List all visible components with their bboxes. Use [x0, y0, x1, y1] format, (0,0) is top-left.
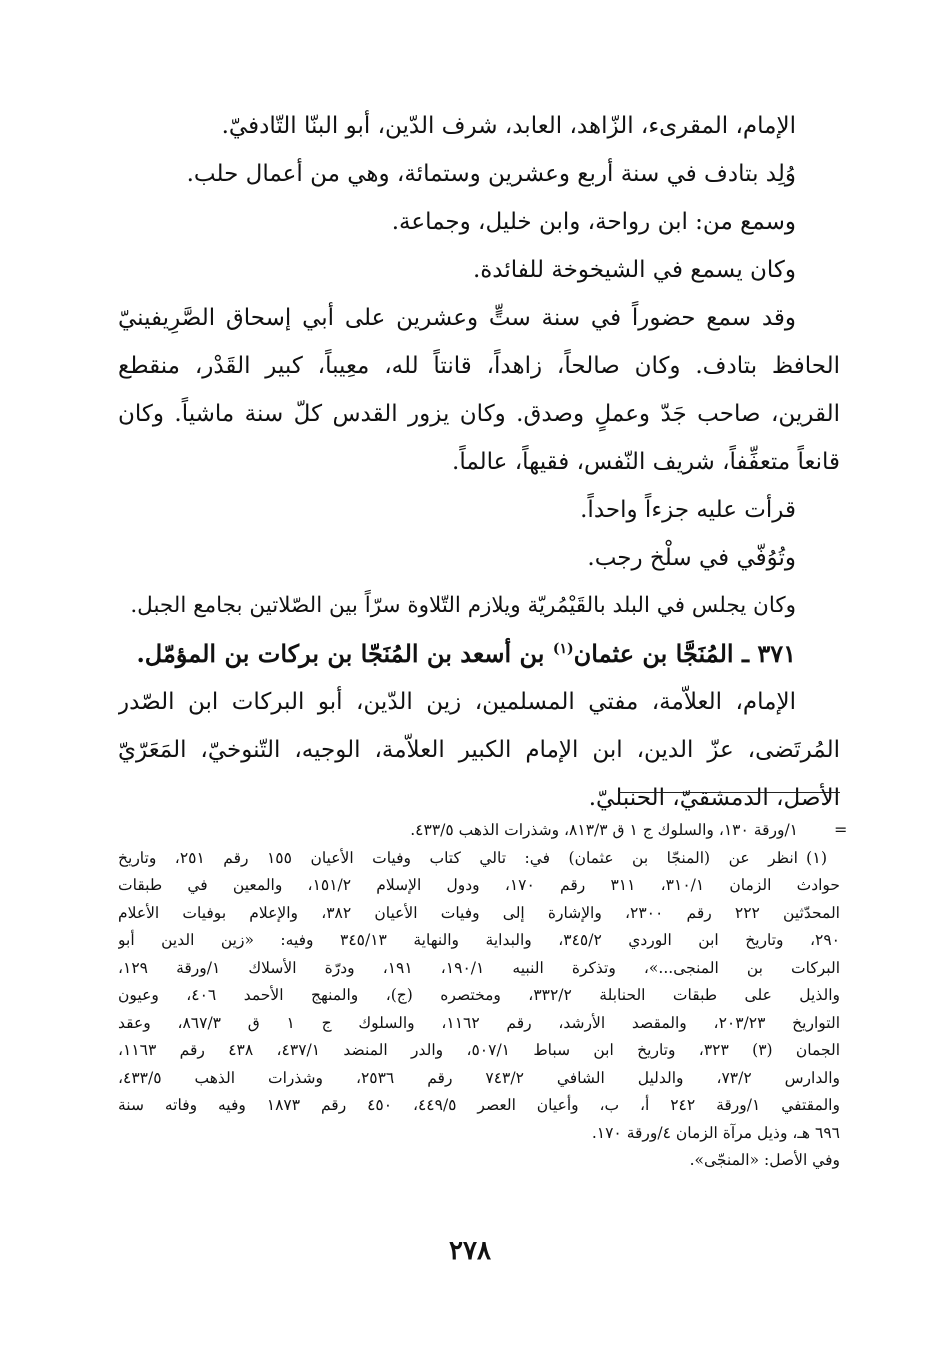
body-line: الإمام، المقرىء، الزّاهد، العابد، شرف الدّين، أبو البنّا التّادفيّ.: [221, 113, 796, 139]
footnote-separator: [618, 792, 840, 793]
footnote-line: التواريخ ٢٠٣/٢٣، والمقصد الأرشد، رقم ١١٦٢، والسلوك ج ١ ق ٨٦٧/٣، وعقد: [118, 1013, 840, 1032]
entry-line: الإمام، العلاّمة، مفتي المسلمين، زين الدّين، أبو البركات ابن الصّدر: [118, 689, 796, 715]
footnote-line: ٦٩٦ هـ، وذيل مرآة الزمان ٤/ورقة ١٧٠.: [591, 1123, 840, 1142]
entry-line: المُرتَضى، عزّ الدين، ابن الإمام الكبير العلاّمة، الوجيه، التّنوخيّ، المَعَرّيّ: [118, 737, 840, 763]
footnote-marker: (١): [806, 848, 828, 867]
entry-heading: [118, 630, 840, 678]
footnote-line: المحدّثين ٢٢٢ رقم ٢٣٠٠، والإشارة إلى وفيات الأعيان ٣٨٢، والإعلام بوفيات الأعلام: [118, 903, 840, 922]
footnote-line: والدارس ٧٣/٢، والدليل الشافي ٧٤٣/٢ رقم ٢٥٣٦، وشذرات الذهب ٤٣٣/٥،: [118, 1068, 840, 1087]
footnote-line: ١/ورقة ١٣٠، والسلوك ج ١ ق ٨١٣/٣، وشذرات الذهب ٤٣٣/٥.: [410, 821, 798, 839]
footnotes: [118, 817, 840, 1175]
main-text: [118, 102, 840, 822]
entry-name-part1: المُنَجَّا بن عثمان: [573, 639, 734, 668]
body-line: القرين، صاحب جَدّ وعملٍ وصدق. وكان يزور القدس كلّ سنة ماشياً. وكان: [118, 401, 840, 427]
entry-name-part2: بن أسعد بن المُنَجّا بن بركات بن المؤمّل.: [136, 639, 545, 668]
entry-line: الأصل، الدمشقيّ، الحنبليّ.: [588, 785, 840, 811]
entry-number: ٣٧١ ـ: [741, 639, 796, 668]
footnote-line: الجمان (٣) ٣٢٣، وتاريخ ابن سباط ٥٠٧/١، والدر المنضد ٤٣٧/١، ٤٣٨ رقم ١١٦٣،: [118, 1041, 840, 1059]
body-line: وكان يسمع في الشيخوخة للفائدة.: [472, 257, 796, 283]
footnote-line: والذيل على طبقات الحنابلة ٣٣٢/٢، ومختصره (ج)، والمنهج الأحمد ٤٠٦، وعيون: [118, 986, 840, 1004]
body-line: الحافظ بتادف. وكان صالحاً، زاهداً، قانتاً لله، معِيباً، كبير القَدْر، منقطع: [118, 353, 840, 379]
footnote-line: والمقتفي ١/ورقة ٢٤٢ أ، ب، وأعيان العصر ٤٤٩/٥، ٤٥٠ رقم ١٨٧٣ وفيه وفاته سنة: [118, 1096, 840, 1114]
footnote-reference: (١): [552, 641, 574, 657]
footnote-line: انظر عن (المنجّا بن عثمان) في: تالي كتاب وفيات الأعيان ١٥٥ رقم ٢٥١، وتاريخ: [118, 848, 798, 867]
body-line: وسمع من: ابن رواحة، وابن خليل، وجماعة.: [391, 209, 796, 235]
body-line: وتُوُفّي في سلْخ رجب.: [587, 545, 796, 571]
footnote-continuation-marker: =: [834, 820, 848, 839]
footnote-line: حوادث الزمان ٣١٠/١، ٣١١ رقم ١٧٠، ودول الإسلام ١٥١/٢، والمعين في طبقات: [118, 876, 840, 894]
footnote-line: وفي الأصل: «المنجّى».: [689, 1151, 840, 1169]
body-line: قرأت عليه جزءاً واحداً.: [580, 497, 796, 523]
page-number: ٢٧٨: [449, 1236, 491, 1266]
body-line: وكان يجلس في البلد بالقَيْمُريّة ويلازم التّلاوة سرّاً بين الصّلاتين بجامع الجبل.: [130, 593, 796, 618]
body-line: قانعاً متعفِّفاً، شريف النّفس، فقيهاً، عالماً.: [452, 449, 840, 475]
footnote-line: ٢٩٠، وتاريخ ابن الوردي ٣٤٥/٢، والبداية والنهاية ٣٤٥/١٣ وفيه: «زين الدين أبو: [118, 931, 840, 949]
body-line: وُلِد بتادف في سنة أربع وعشرين وستمائة، وهي من أعمال حلب.: [186, 161, 796, 187]
body-line: وقد سمع حضوراً في سنة ستٍّ وعشرين على أبي إسحاق الصَّرِيفينيّ: [118, 305, 796, 331]
footnote-line: البركات بن المنجى...»، وتذكرة النبيه ١٩٠/١، ١٩١، ودرّة الأسلاك ١/ورقة ١٢٩،: [118, 958, 840, 977]
